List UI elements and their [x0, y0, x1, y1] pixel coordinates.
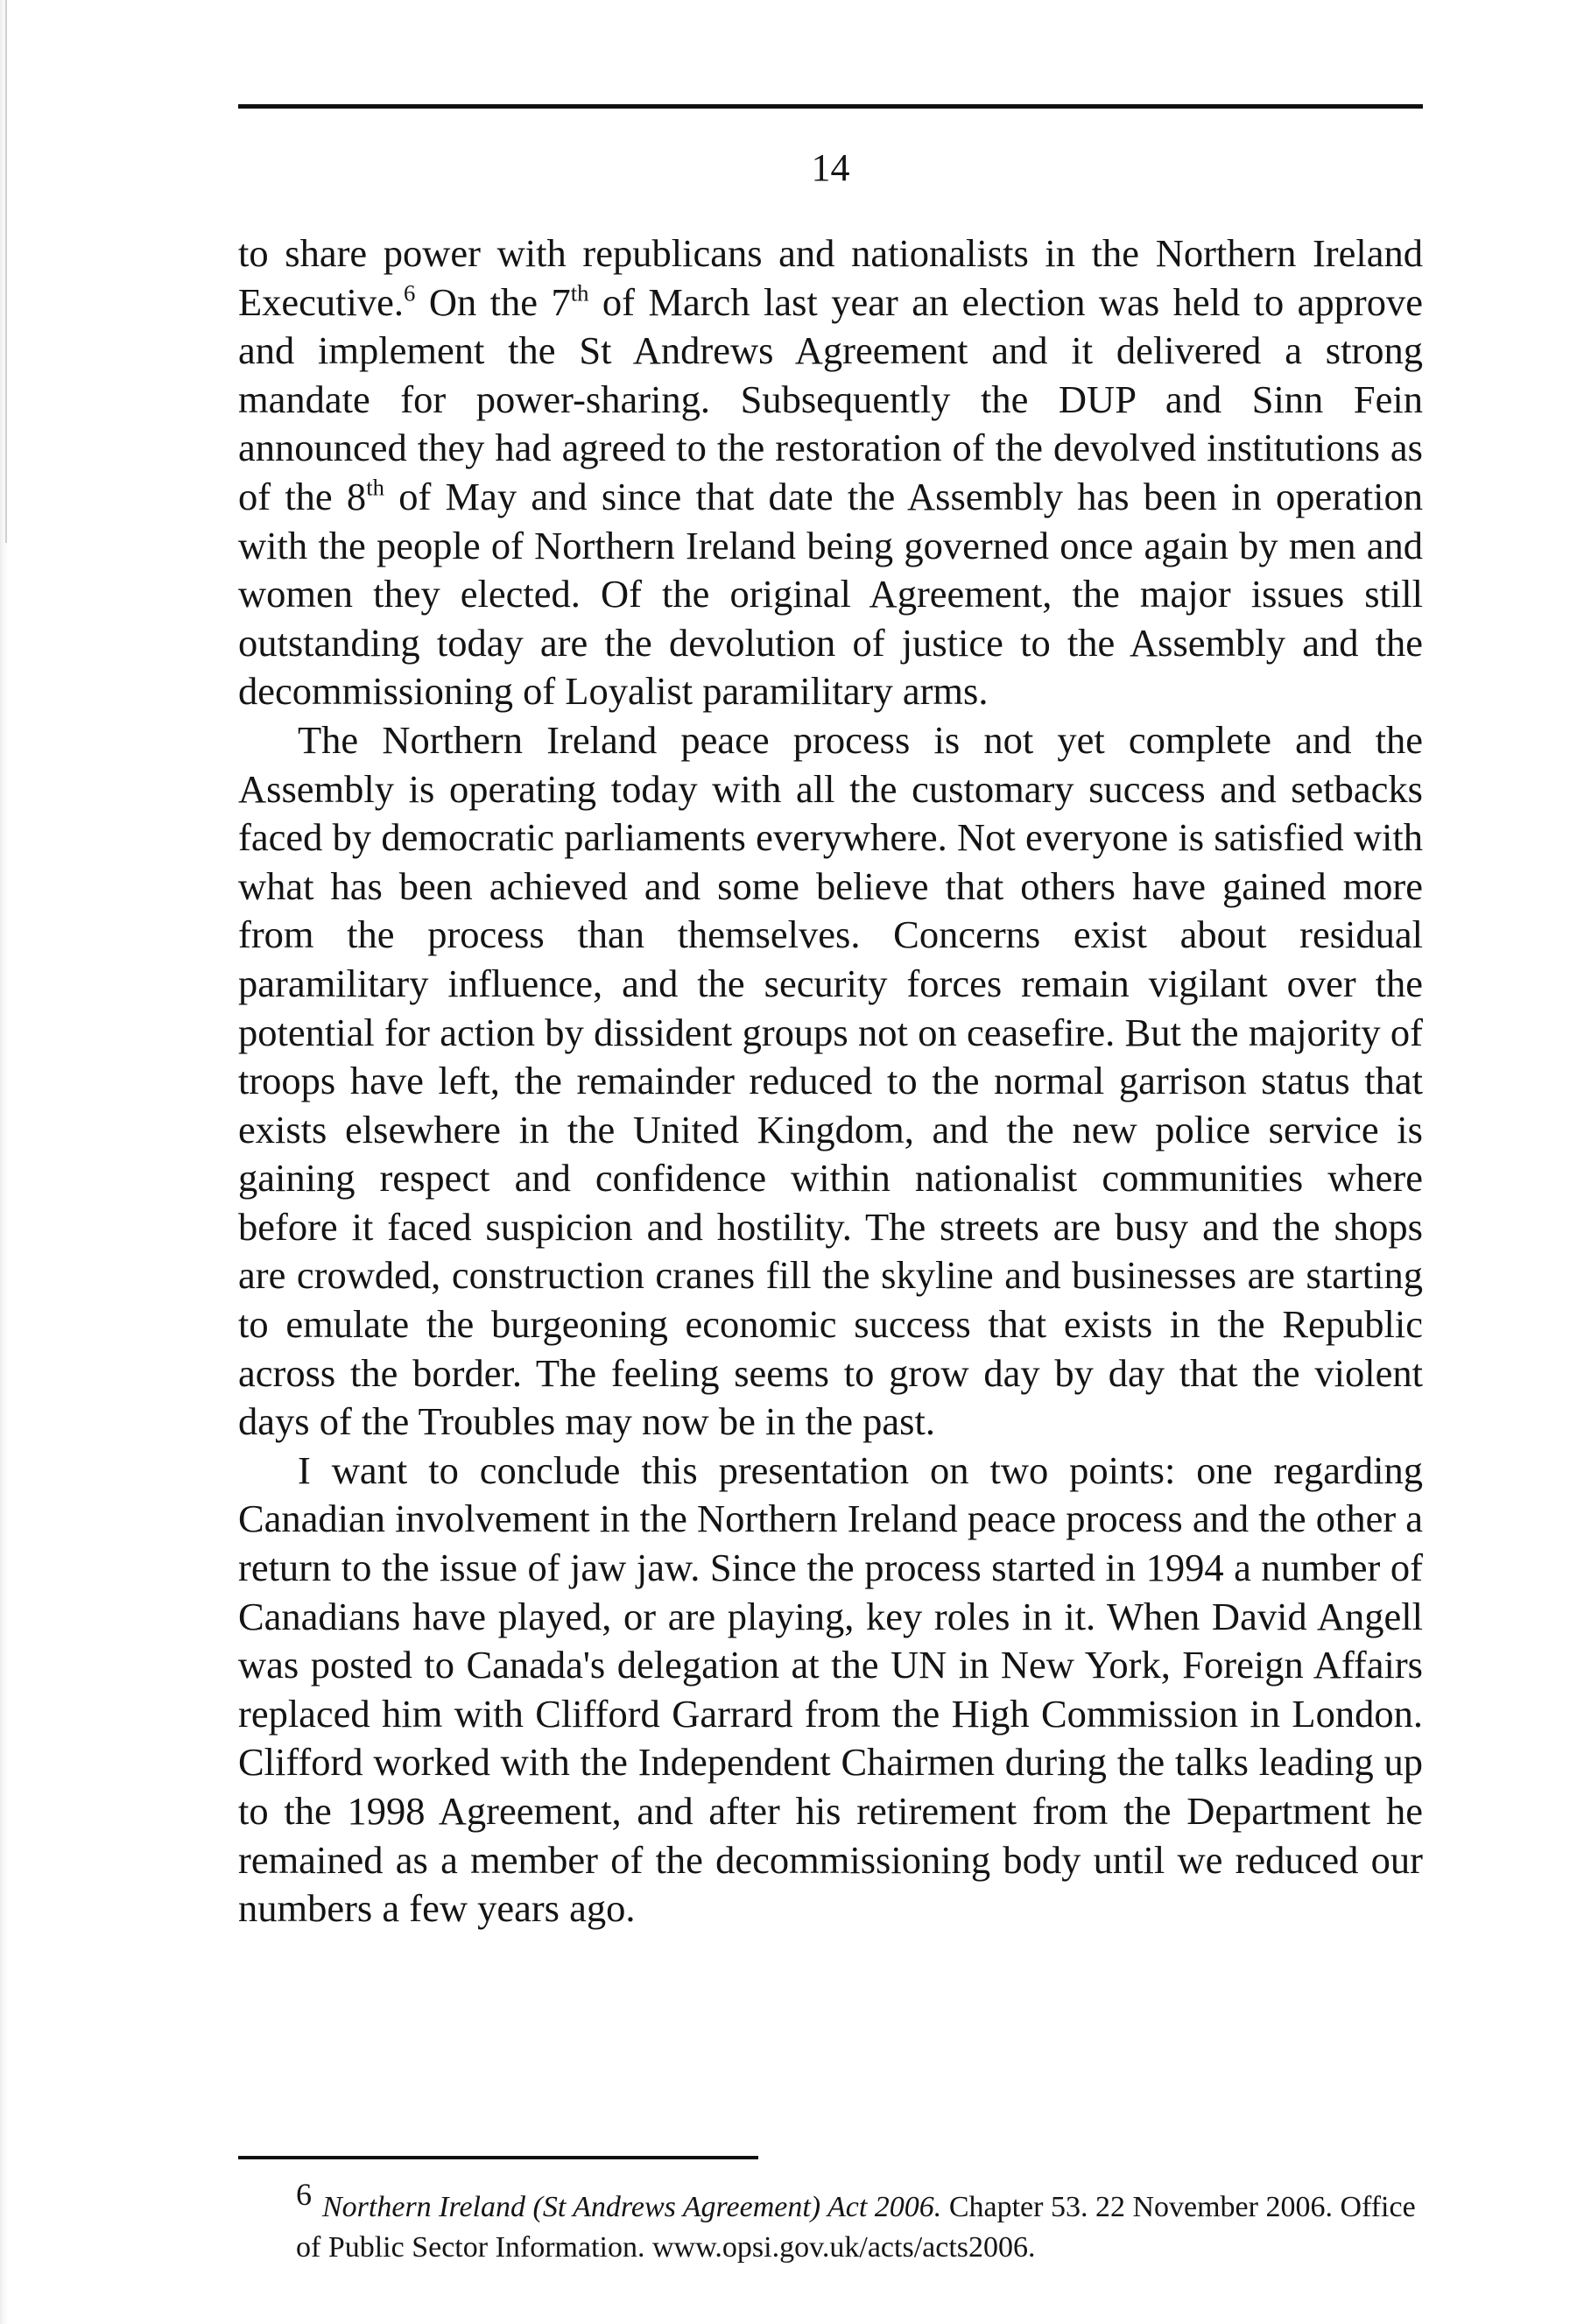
ordinal-suffix: th [570, 279, 589, 306]
scan-edge-shadow [0, 0, 9, 2324]
paragraph-1-part-d: of May and since that date the Assembly has been in operation with the people of Northern Ireland being governed once again by men and women they elected. Of the original Agreement, the major issues still outstanding today are the devolution of justice to the Assembly and the decommissioning of Loyalist paramilitary arms. [238, 474, 1423, 714]
footnote-details: Chapter 53. 22 November 2006. Office of Public Sector Information. www.opsi.gov.uk/acts/acts2006. [296, 2191, 1416, 2264]
footnote-reference[interactable]: 6 [404, 279, 416, 306]
paragraph-1-part-a: to share power with republicans and nationalists in the Northern Ireland Executive. [238, 231, 1423, 324]
paragraph-2: The Northern Ireland peace process is not yet complete and the Assembly is operating today with all the customary success and setbacks faced by democratic parliaments everywhere. Not everyone is satisfied with what has been achieved and some believe that others have gained more from the process than themselves. Concerns exist about residual paramilitary influence, and the security forces remain vigilant over the potential for action by dissident groups not on ceasefire. But the majority of troops have left, the remainder reduced to the normal garrison status that exists elsewhere in the United Kingdom, and the new police service is gaining respect and confidence within nationalist communities where before it faced suspicion and hostility. The streets are busy and the shops are crowded, construction cranes fill the skyline and businesses are starting to emulate the burgeoning economic success that exists in the Republic across the border. The feeling seems to grow day by day that the violent days of the Troubles may now be in the past. [238, 717, 1423, 1444]
footnote-rule [238, 2156, 758, 2159]
paragraph-1-part-b: On the 7 [415, 279, 571, 324]
footnote [296, 2177, 1426, 2268]
page-number: 14 [811, 146, 850, 189]
scan-edge-line [5, 0, 7, 543]
footnote-act-title: Northern Ireland (St Andrews Agreement) Act 2006. [322, 2191, 942, 2223]
header-rule [238, 104, 1423, 109]
body-text [238, 229, 1423, 1933]
paragraph-1-part-c: of March last year an election was held to approve and implement the St Andrews Agreement and it delivered a strong mandate for power-sharing. Subsequently the DUP and Sinn Fein announced they had agreed to the restoration of the devolved institutions as of the 8 [238, 279, 1423, 518]
paragraph-3: I want to conclude this presentation on two points: one regarding Canadian involvement in the Northern Ireland peace process and the other a return to the issue of jaw jaw. Since the process started in 1994 a number of Canadians have played, or are playing, key roles in it. When David Angell was posted to Canada's delegation at the UN in New York, Foreign Affairs replaced him with Clifford Garrard from the High Commission in London. Clifford worked with the Independent Chairmen during the talks leading up to the 1998 Agreement, and after his retirement from the Department he remained as a member of the decommissioning body until we reduced our numbers a few years ago. [238, 1447, 1424, 1931]
paragraph-1 [238, 229, 1423, 716]
ordinal-suffix: th [366, 474, 384, 501]
footnote-marker: 6 [296, 2177, 312, 2213]
